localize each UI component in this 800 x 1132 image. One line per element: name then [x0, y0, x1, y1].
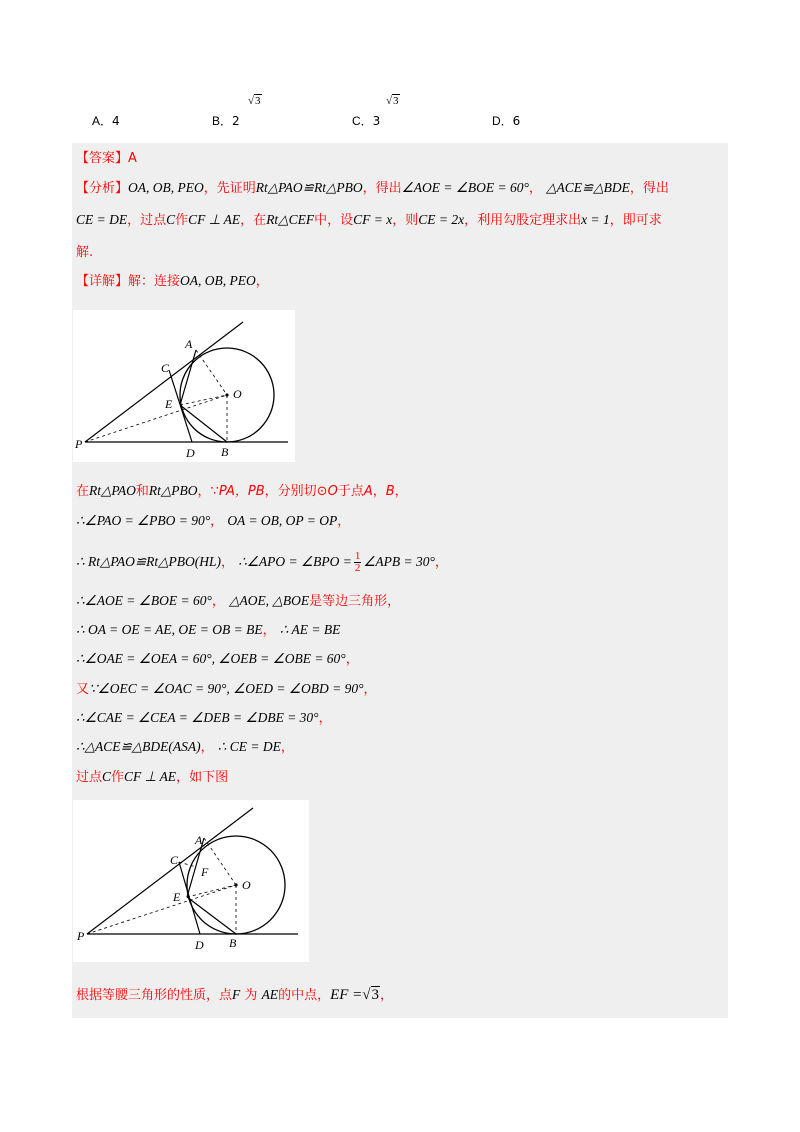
geometry-figure-2 — [73, 800, 309, 962]
fig2-label-a: A — [195, 833, 203, 847]
choice-b-label: B． — [212, 114, 233, 128]
fig2-label-b: B — [229, 936, 237, 950]
answer-line — [76, 150, 137, 168]
choice-c[interactable] — [352, 95, 399, 129]
analysis-line-2: CE = DE，过点C作CF ⊥ AE，在Rt△CEF中，设CF = x，则CE = 2x，利用勾股定理求出x = 1，即可求 — [76, 212, 662, 228]
choice-b[interactable] — [212, 95, 261, 129]
fig2-label-d: D — [195, 938, 204, 952]
fig1-label-a: A — [185, 337, 193, 351]
choice-c-value: 3 — [372, 114, 381, 128]
fig2-label-p: P — [77, 929, 85, 943]
step-8: ∴∠CAE = ∠CEA = ∠DEB = ∠DBE = 30°， — [76, 710, 332, 726]
step-7: 又∵∠OEC = ∠OAC = 90°, ∠OED = ∠OBD = 90°， — [76, 681, 377, 697]
fig1-label-e: E — [165, 397, 173, 411]
step-3: ∴ Rt△PAO≌Rt△PBO(HL)， ∴∠APO = ∠BPO = $\frac{1}{2}$ ∠APB = 30°， — [76, 550, 448, 574]
choice-d-value: 6 — [512, 114, 521, 128]
choice-a-label: A． — [92, 114, 113, 128]
step-6: ∴∠OAE = ∠OEA = 60°, ∠OEB = ∠OBE = 60°， — [76, 651, 359, 667]
choice-a[interactable] — [92, 112, 120, 129]
fig2-label-o: O — [242, 878, 251, 892]
geometry-figure-1 — [73, 310, 295, 462]
choice-b-value: 2 — [232, 114, 240, 128]
choice-a-value: 4 — [112, 114, 120, 128]
fig2-label-e: E — [173, 890, 181, 904]
step-10: 过点C作CF ⊥ AE，如下图 — [76, 769, 229, 785]
fig2-label-c: C — [170, 853, 179, 867]
choice-d-label: D． — [492, 114, 513, 128]
choice-d[interactable] — [492, 112, 520, 129]
fig1-label-b: B — [221, 445, 229, 459]
answer-tag: 【答案】 — [76, 151, 129, 166]
analysis-tag: 【分析】 — [76, 181, 129, 196]
detail-tag: 【详解】 — [76, 274, 129, 289]
detail-line: 【详解】解：连接OA, OB, PEO， — [76, 273, 269, 289]
step-2: ∴∠PAO = ∠PBO = 90°， OA = OB, OP = OP， — [76, 513, 351, 529]
choice-b-radical: √3 — [248, 95, 261, 107]
answer-value: A — [128, 151, 137, 166]
step-1: 在Rt△PAO和Rt△PBO，∵PA，PB，分别切⊙O于点A，B， — [76, 483, 408, 499]
fig1-label-d: D — [186, 446, 195, 460]
fig1-label-p: P — [75, 437, 83, 451]
fig1-label-o: O — [233, 387, 242, 401]
step-5: ∴ OA = OE = AE, OE = OB = BE， ∴ AE = BE — [76, 622, 341, 638]
choice-c-radical: √3 — [386, 95, 399, 107]
fig1-label-c: C — [161, 361, 170, 375]
fig2-label-f: F — [201, 865, 209, 879]
analysis-line-3: 解. — [76, 245, 94, 260]
step-11: 根据等腰三角形的性质，点F 为 AE的中点，EF =√3， — [76, 987, 394, 1003]
analysis-line-1: 【分析】OA, OB, PEO，先证明Rt△PAO≌Rt△PBO，得出∠AOE = ∠BOE = 60°， △ACE≌△BDE，得出 — [76, 180, 669, 196]
step-4: ∴∠AOE = ∠BOE = 60°， △AOE, △BOE是等边三角形， — [76, 593, 401, 609]
choice-c-label: C． — [352, 114, 373, 128]
step-9: ∴△ACE≌△BDE(ASA)， ∴ CE = DE， — [76, 739, 294, 755]
